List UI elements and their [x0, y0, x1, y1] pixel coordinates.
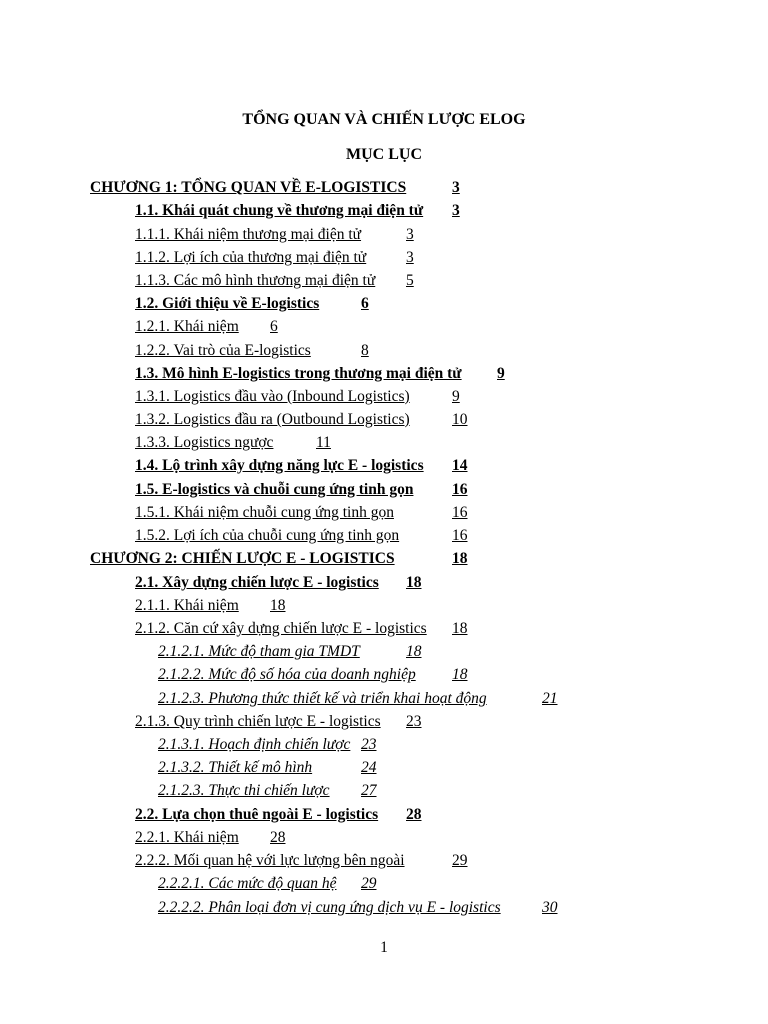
toc-entry-title: 1.5.2. Lợi ích của chuỗi cung ứng tinh gọn: [135, 527, 400, 544]
toc-entry-page: 28: [406, 806, 422, 823]
toc-entry-page: 3: [406, 249, 414, 266]
toc-entry-page: 16: [452, 504, 468, 521]
toc-entry-page: 23: [406, 713, 422, 730]
toc-entry-title: 1.2.1. Khái niệm: [135, 318, 239, 335]
toc-entry-title: CHƯƠNG 2: CHIẾN LƯỢC E - LOGISTICS: [90, 550, 395, 567]
toc-entry-page: 18: [406, 574, 422, 591]
toc-entry-title: 2.2.2.2. Phân loại đơn vị cung ứng dịch vụ E - logistics: [158, 899, 501, 916]
toc-entry-title: 2.2.2. Mối quan hệ với lực lượng bên ngoài: [135, 852, 405, 869]
toc-entry-title: 1.3.3. Logistics ngược: [135, 434, 274, 451]
toc-entry-page: 6: [270, 318, 278, 335]
toc-entry-page: 18: [452, 550, 468, 567]
toc-entry-page: 16: [452, 481, 468, 498]
toc-entry-title: 2.1.3.1. Hoạch định chiến lược: [158, 736, 351, 753]
toc-entry-page: 18: [270, 597, 286, 614]
toc-entry-page: 18: [452, 666, 468, 683]
toc-entry-page: 16: [452, 527, 468, 544]
toc-entry-page: 28: [270, 829, 286, 846]
toc-entry-page: 3: [406, 226, 414, 243]
toc-entry-page: 23: [361, 736, 377, 753]
toc-entry-page: 3: [452, 179, 460, 196]
toc-entry-page: 27: [361, 782, 377, 799]
toc-entry-title: CHƯƠNG 1: TỔNG QUAN VỀ E-LOGISTICS: [90, 179, 407, 196]
toc-entry-title: 1.1. Khái quát chung về thương mại điện tử: [135, 202, 424, 219]
toc-entry-title: 1.5.1. Khái niệm chuỗi cung ứng tinh gọn: [135, 504, 394, 521]
toc-entry-title: 2.1.3. Quy trình chiến lược E - logistics: [135, 713, 381, 730]
toc-entry-page: 29: [452, 852, 468, 869]
toc-entry-title: 1.2. Giới thiệu về E-logistics: [135, 295, 320, 312]
toc-entry-title: 1.3.2. Logistics đầu ra (Outbound Logistics): [135, 411, 410, 428]
toc-entry-title: 2.1.1. Khái niệm: [135, 597, 239, 614]
toc-entry-page: 9: [452, 388, 460, 405]
toc-entry-page: 29: [361, 875, 377, 892]
toc-entry-page: 11: [316, 434, 331, 451]
toc-entry-title: 1.2.2. Vai trò của E-logistics: [135, 342, 311, 359]
toc-entry-page: 18: [406, 643, 422, 660]
toc-entry-title: 1.1.1. Khái niệm thương mại điện tử: [135, 226, 362, 243]
toc-entry-title: 1.1.3. Các mô hình thương mại điện tử: [135, 272, 376, 289]
toc-entry-title: 1.4. Lộ trình xây dựng năng lực E - logistics: [135, 457, 424, 474]
document-title: TỔNG QUAN VÀ CHIẾN LƯỢC ELOG: [242, 111, 526, 128]
toc-entry-title: 2.1. Xây dựng chiến lược E - logistics: [135, 574, 379, 591]
toc-entry-page: 30: [542, 899, 558, 916]
toc-heading: MỤC LỤC: [346, 146, 422, 163]
toc-entry-title: 2.1.3.2. Thiết kế mô hình: [158, 759, 313, 776]
toc-entry-title: 2.1.2. Căn cứ xây dựng chiến lược E - logistics: [135, 620, 427, 637]
toc-entry-title: 2.1.2.2. Mức độ số hóa của doanh nghiệp: [158, 666, 416, 683]
toc-entry-page: 10: [452, 411, 468, 428]
toc-entry-page: 5: [406, 272, 414, 289]
toc-entry-title: 2.2. Lựa chọn thuê ngoài E - logistics: [135, 806, 379, 823]
toc-entry-title: 2.1.2.1. Mức độ tham gia TMDT: [158, 643, 360, 660]
page-number: 1: [380, 939, 388, 956]
toc-entry-page: 8: [361, 342, 369, 359]
toc-entry-page: 21: [542, 690, 558, 707]
toc-entry-title: 1.5. E-logistics và chuỗi cung ứng tinh gọn: [135, 481, 414, 498]
toc-entry-title: 1.3.1. Logistics đầu vào (Inbound Logistics): [135, 388, 410, 405]
toc-entry-title: 1.1.2. Lợi ích của thương mại điện tử: [135, 249, 367, 266]
toc-entry-page: 6: [361, 295, 369, 312]
toc-entry-page: 14: [452, 457, 468, 474]
toc-entry-page: 18: [452, 620, 468, 637]
toc-entry-title: 2.2.2.1. Các mức độ quan hệ: [158, 875, 337, 892]
toc-entry-title: 1.3. Mô hình E-logistics trong thương mại điện tử: [135, 365, 462, 382]
toc-entry-page: 3: [452, 202, 460, 219]
toc-entry-title: 2.1.2.3. Phương thức thiết kế và triển khai hoạt động: [158, 690, 487, 707]
toc-entry-title: 2.2.1. Khái niệm: [135, 829, 239, 846]
toc-entry-title: 2.1.2.3. Thực thi chiến lược: [158, 782, 330, 799]
toc-entry-page: 9: [497, 365, 505, 382]
toc-entry-page: 24: [361, 759, 377, 776]
